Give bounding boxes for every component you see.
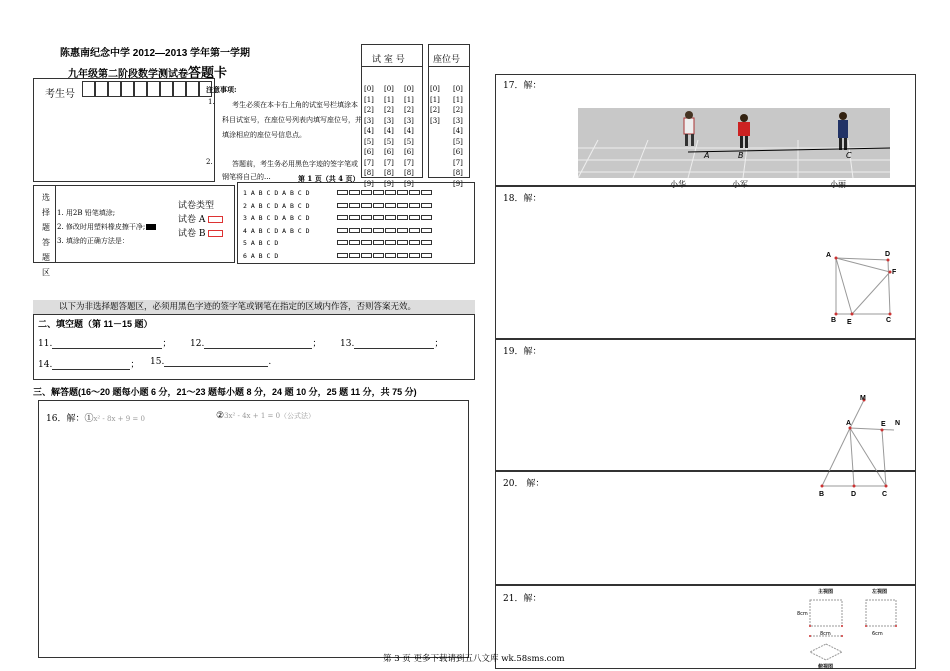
notice-item2-num: 2.	[206, 158, 213, 166]
choice-row-3: 3 A B C D A B C D	[243, 214, 310, 222]
seat-col-2[interactable]: [0] [1] [2] [3] [4] [5] [6] [7] [8] [9]	[453, 85, 463, 188]
q17-label-B: B	[738, 151, 744, 160]
q17-name-1: 小华	[670, 180, 686, 188]
q17-label: 17．解：	[503, 81, 542, 91]
q16-eq1: x² - 8x + 9 = 0	[93, 415, 145, 423]
q18-pt-A: A	[826, 252, 832, 259]
paper-type-b[interactable]: 试卷 B	[178, 226, 223, 239]
seat-label: 座位号	[433, 55, 461, 65]
q16-eq2: 3x² - 4x + 1 = 0（公式法）	[224, 412, 316, 420]
notice-item1: 考生必须在本卡右上角的试室号栏填涂本科目试室号，在座位号列表内填写座位号，并填涂相应的座位号信息点。	[222, 101, 362, 139]
room-col-3[interactable]: [0] [1] [2] [3] [4] [5] [6] [7] [8] [9]	[404, 85, 414, 188]
q20-label: 20． 解：	[503, 479, 545, 489]
q16-part2: ②3x² - 4x + 1 = 0（公式法）	[216, 411, 316, 421]
q21-view-top: 俯视图	[818, 664, 834, 670]
choice-side-label: 选 择 题 答 题 区	[42, 193, 50, 277]
school-term-title: 陈惠南纪念中学 2012—2013 学年第一学期	[60, 48, 251, 59]
choice-instr-1: 1. 用2B 铅笔填涂;	[57, 209, 116, 217]
q18-pt-B: B	[831, 317, 837, 324]
page-footer: 第 3 页 更多下载请到五八文库 wk.58sms.com	[383, 654, 565, 664]
paper-type-label: 试卷类型	[178, 201, 215, 211]
q18-label: 18．解：	[503, 194, 542, 204]
page-overlay: 第 1 页（共 4 页）	[298, 174, 360, 183]
q21-dim-1: 8cm	[797, 611, 808, 617]
student-id-cells[interactable]	[82, 81, 212, 100]
choice-bubbles-col-2[interactable]	[336, 187, 432, 262]
correct-fill-sample	[146, 224, 156, 230]
notice-item1-num: 1.	[208, 98, 215, 106]
room-col-2[interactable]: [0] [1] [2] [3] [4] [5] [6] [7] [8] [9]	[384, 85, 394, 188]
fill-q14[interactable]: 14. ；	[38, 360, 140, 370]
q19-pt-D: D	[851, 491, 857, 498]
seat-col-1[interactable]: [0] [1] [2] [3]	[430, 85, 440, 125]
choice-row-2: 2 A B C D A B C D	[243, 201, 310, 210]
fill-q12[interactable]: 12. ；	[190, 339, 322, 349]
non-choice-banner: 以下为非选择题答题区，必须用黑色字迹的签字笔或钢笔在指定的区域内作答，否则答案无效。	[33, 300, 475, 314]
q19-pt-A: A	[846, 420, 852, 427]
q17-name-2: 小军	[732, 180, 748, 188]
choice-row-5: 5 A B C D	[243, 239, 279, 247]
choice-instr-3: 3. 填涂的正确方法是：	[57, 237, 129, 245]
q18-figure	[822, 246, 902, 328]
q20-answer-box[interactable]	[495, 471, 916, 585]
q17-label-A: A	[704, 151, 710, 160]
q16-answer-box[interactable]	[38, 400, 469, 658]
q21-label: 21．解：	[503, 594, 542, 604]
q19-pt-N: N	[895, 420, 901, 427]
q18-pt-E: E	[847, 319, 852, 326]
fill-section-title: 二、填空题（第 11－15 题）	[38, 319, 153, 329]
q18-pt-D: D	[885, 251, 891, 258]
q19-pt-C: C	[882, 491, 888, 498]
q17-figure	[578, 108, 890, 188]
choice-row-6: 6 A B C D	[243, 251, 279, 260]
q19-pt-E: E	[881, 421, 886, 428]
notice-item2: 答题前，考生务必用黑色字迹的签字笔或钢笔将自己的...	[222, 160, 358, 181]
q17-name-3: 小丽	[830, 180, 846, 188]
q19-pt-M: M	[860, 395, 866, 402]
student-id-label: 考生号	[45, 89, 75, 100]
choice-rows[interactable]	[243, 187, 310, 262]
q18-pt-C: C	[886, 317, 892, 324]
choice-row-4: 4 A B C D A B C D	[243, 226, 310, 235]
q21-view-front: 主视图	[818, 589, 834, 595]
room-label: 试 室 号	[372, 55, 405, 65]
q19-label: 19．解：	[503, 347, 542, 357]
fill-q11[interactable]: 11. ；	[38, 339, 172, 349]
fill-q15[interactable]: 15. .	[150, 357, 272, 367]
q18-pt-F: F	[892, 269, 897, 276]
choice-row-1: 1 A B C D A B C D	[243, 189, 310, 197]
q19-pt-B: B	[819, 491, 825, 498]
choice-instr-2: 2. 修改时用塑料橡皮擦干净;	[57, 223, 146, 231]
paper-type-a[interactable]: 试卷 A	[178, 212, 223, 225]
q16-label: 16．解：①x² - 8x + 9 = 0	[46, 414, 145, 424]
room-col-1[interactable]: [0] [1] [2] [3] [4] [5] [6] [7] [8] [9]	[364, 85, 374, 188]
q17-label-C: C	[846, 151, 852, 160]
solve-section-title: 三、解答题(16～20 题每小题 6 分，21～23 题每小题 8 分，24 题 10 分，25 题 11 分，共 75 分)	[33, 387, 417, 397]
fill-q13[interactable]: 13. ；	[340, 339, 444, 349]
exam-title-strong: 答题卡	[188, 65, 228, 80]
notice-title: 注意事项:	[206, 85, 237, 94]
q21-dim-3: 6cm	[872, 631, 883, 637]
q21-view-side: 左视图	[872, 589, 888, 595]
q21-dim-2: 8cm	[820, 631, 831, 637]
q21-figure	[794, 586, 914, 670]
exam-title-main: 九年级第二阶段数学测试卷	[68, 69, 188, 80]
